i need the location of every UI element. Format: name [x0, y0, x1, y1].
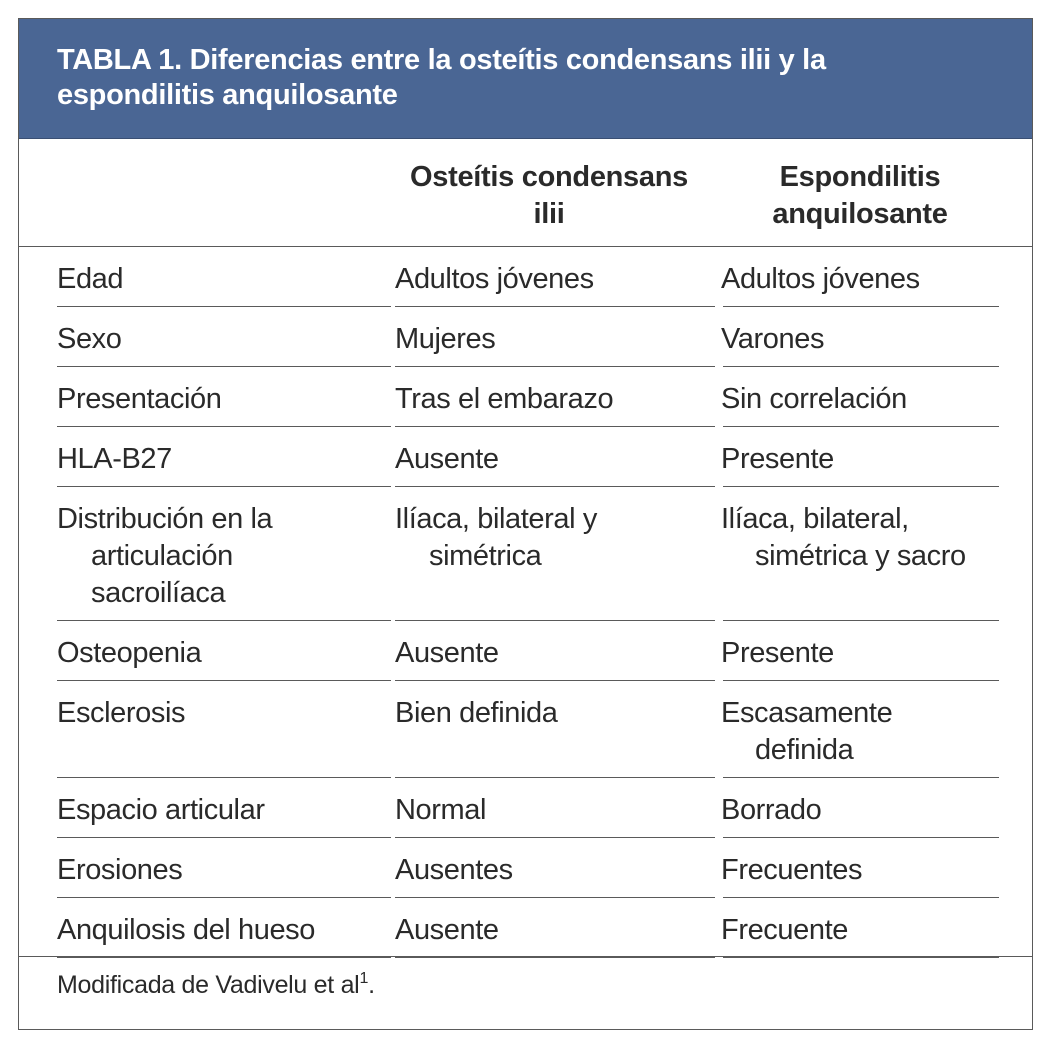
cell-line: Ilíaca, bilateral y [395, 503, 597, 535]
column-header-espondilitis-line-2: anquilosante [772, 198, 948, 230]
row-rule [723, 957, 999, 958]
column-header-osteitis-line-1: Osteítis condensans [410, 161, 688, 193]
cell-line: articulación [91, 540, 233, 572]
osteitis-value [395, 441, 499, 478]
cell-line: Ausentes [395, 854, 513, 886]
footnote-suffix: . [368, 971, 375, 999]
row-label [57, 635, 201, 672]
cell-line: HLA-B27 [57, 443, 172, 475]
cell-line: Osteopenia [57, 637, 202, 669]
row-label [57, 852, 182, 889]
osteitis-value [395, 792, 486, 829]
cell-line: Sexo [57, 323, 122, 355]
table-row-esclerosis [19, 681, 1032, 778]
osteitis-value [395, 321, 495, 358]
row-label [57, 261, 123, 298]
row-rule [57, 957, 391, 958]
cell-line: simétrica [429, 540, 542, 572]
cell-line: Adultos jóvenes [395, 263, 594, 295]
osteitis-value [395, 381, 613, 418]
column-header-espondilitis-line-1: Espondilitis [779, 161, 941, 193]
espondilitis-value [721, 321, 824, 358]
row-label [57, 695, 185, 732]
cell-line: Presentación [57, 383, 222, 415]
cell-line: Frecuente [721, 914, 848, 946]
cell-line: Adultos jóvenes [721, 263, 920, 295]
espondilitis-value [721, 695, 892, 769]
cell-line: Distribución en la [57, 503, 273, 535]
table-row-osteopenia [19, 621, 1032, 681]
cell-line: Edad [57, 263, 124, 295]
table-row-sexo [19, 307, 1032, 367]
cell-line: Espacio articular [57, 794, 265, 826]
column-header-osteitis-line-2: ilii [533, 198, 565, 230]
table-row-espacio-articular [19, 778, 1032, 838]
table-row-presentacion [19, 367, 1032, 427]
cell-line: Varones [721, 323, 825, 355]
cell-line: Normal [395, 794, 487, 826]
cell-line: simétrica y sacro [755, 540, 966, 572]
osteitis-value [395, 852, 513, 889]
table-row-distribucion [19, 487, 1032, 621]
table-title-line-1: TABLA 1. Diferencias entre la osteítis condensans ilii y la [57, 44, 826, 76]
footer-divider [19, 956, 1032, 957]
osteitis-value [395, 261, 594, 298]
espondilitis-value [721, 912, 848, 949]
comparison-table [18, 18, 1033, 1030]
cell-line: Tras el embarazo [395, 383, 614, 415]
cell-line: Esclerosis [57, 697, 186, 729]
row-label [57, 792, 265, 829]
cell-line: definida [755, 734, 854, 766]
cell-line: Erosiones [57, 854, 183, 886]
row-label [57, 501, 272, 612]
cell-line: Bien definida [395, 697, 558, 729]
table-row-anquilosis [19, 898, 1032, 958]
cell-line: Borrado [721, 794, 822, 826]
cell-line: Mujeres [395, 323, 496, 355]
table-row-erosiones [19, 838, 1032, 898]
row-rule [395, 957, 715, 958]
osteitis-value [395, 501, 597, 575]
espondilitis-value [721, 501, 966, 575]
cell-line: Escasamente [721, 697, 893, 729]
espondilitis-value [721, 381, 907, 418]
row-label [57, 321, 122, 358]
column-header-row [19, 139, 1032, 247]
espondilitis-value [721, 635, 834, 672]
cell-line: Presente [721, 443, 834, 475]
table-footnote [57, 969, 375, 1001]
espondilitis-value [721, 852, 862, 889]
table-title-line-2: espondilitis anquilosante [57, 79, 398, 111]
row-label [57, 381, 221, 418]
table-title-band [19, 19, 1032, 139]
cell-line: Sin correlación [721, 383, 907, 415]
cell-line: Ilíaca, bilateral, [721, 503, 909, 535]
cell-line: sacroilíaca [91, 577, 226, 609]
espondilitis-value [721, 792, 821, 829]
espondilitis-value [721, 261, 920, 298]
cell-line: Ausente [395, 914, 499, 946]
cell-line: Ausente [395, 443, 499, 475]
table-row-hla-b27 [19, 427, 1032, 487]
cell-line: Ausente [395, 637, 499, 669]
table-body [19, 247, 1032, 958]
column-header-osteitis [391, 159, 707, 233]
table-title [57, 43, 992, 113]
column-header-espondilitis [719, 159, 1001, 233]
row-label [57, 441, 172, 478]
osteitis-value [395, 695, 558, 732]
footnote-reference: 1 [359, 970, 369, 987]
cell-line: Presente [721, 637, 834, 669]
osteitis-value [395, 635, 499, 672]
cell-line: Anquilosis del hueso [57, 914, 316, 946]
footnote-text: Modificada de Vadivelu et al [57, 971, 360, 999]
espondilitis-value [721, 441, 834, 478]
row-label [57, 912, 315, 949]
cell-line: Frecuentes [721, 854, 863, 886]
osteitis-value [395, 912, 499, 949]
table-row-edad [19, 247, 1032, 307]
